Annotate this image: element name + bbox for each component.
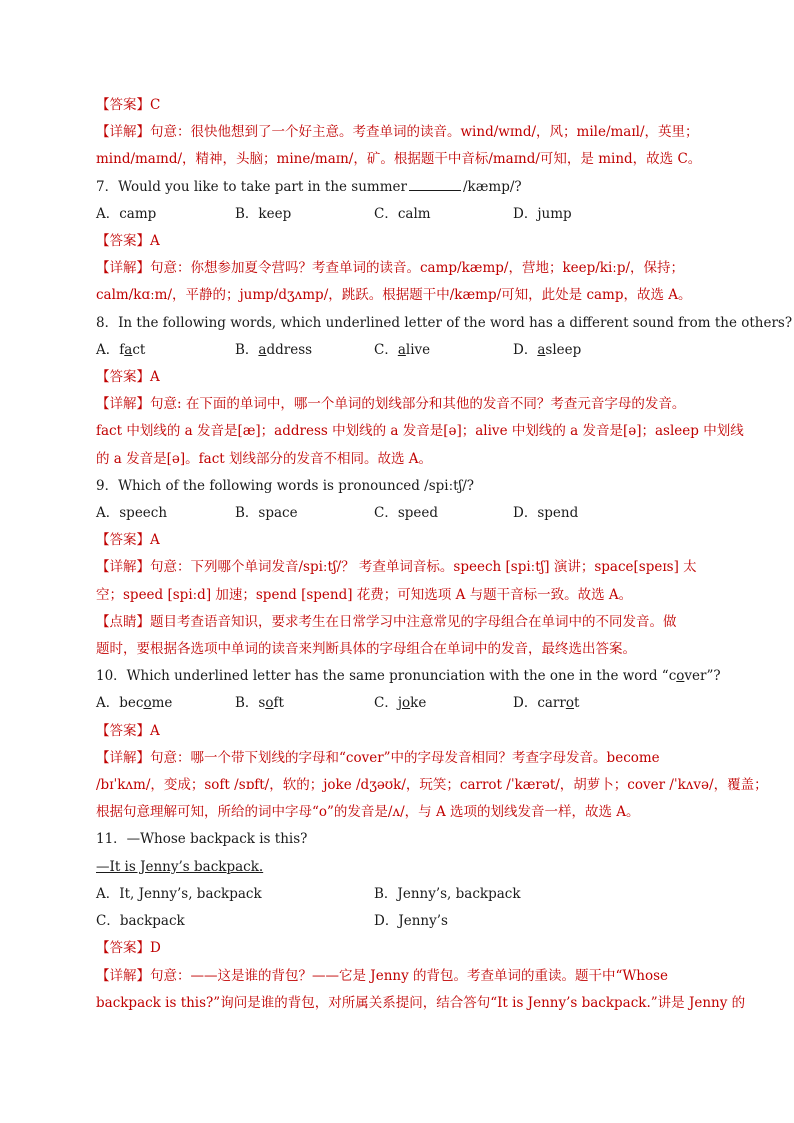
q10-detail-cont-1: /bɪˈkʌm/，变成；soft /sɒft/，软的；joke /dʒəʊk/，玩笑；carrot /ˈkærət/，胡萝卜；cover /ˈkʌvə/，覆盖； [96,777,768,794]
q10-stem: 10．Which underlined letter has the same pronunciation with the one in the word “cover”? [96,668,721,685]
q6-detail-cont: mind/maɪnd/，精神，头脑；mine/maɪn/，矿。根据题干中音标/maɪnd/可知，是 mind，故选 C。 [96,151,702,168]
q7-stem: 7．Would you like to take part in the summer /kæmp/? [96,178,522,195]
q8-option-b: B．address [235,341,313,358]
q10-detail-cont-2: 根据句意理解可知，所给的词中字母“o”的发音是/ʌ/，与 A 选项的划线发音一样，故选 A。 [96,804,640,821]
q9-comment-cont: 题时，要根据各选项中单词的读音来判断具体的字母组合在单词中的发音，最终选出答案。 [96,641,636,658]
q8-answer: 【答案】A [96,369,160,386]
q8-option-d: D．asleep [513,341,582,358]
q11-option-b: B．Jenny’s, backpack [374,885,521,902]
q8-stem: 8．In the following words, which underlined letter of the word has a different sound from the others? [96,314,793,331]
q9-option-a: A．speech [96,505,168,522]
q9-options [96,500,706,527]
q9-detail-cont: 空；speed [spiːd] 加速；spend [spend] 花费；可知选项 A 与题干音标一致。故选 A。 [96,586,633,603]
q9-stem: 9．Which of the following words is pronounced /spiːtʃ/? [96,477,475,494]
document-content [96,92,793,1017]
q9-detail: 【详解】句意：下列哪个单词发音/spiːtʃ/？ 考查单词音标。speech [spiːtʃ] 演讲；space[speɪs] 太 [96,559,697,576]
q9-option-c: C．speed [374,505,439,522]
q11-options-row-1 [96,881,706,908]
q10-option-c: C．joke [374,695,427,712]
q11-option-a: A．It, Jenny’s, backpack [96,885,262,902]
q8-detail-cont-1: fact 中划线的 a 发音是[æ]；address 中划线的 a 发音是[ə]；alive 中划线的 a 发音是[ə]；asleep 中划线 [96,423,744,440]
q8-detail-cont-2: 的 a 发音是[ə]。fact 划线部分的发音不相同。故选 A。 [96,450,433,467]
q11-reply: —It is Jenny’s backpack. [96,858,264,875]
q10-option-d: D．carrot [513,695,580,712]
q9-answer: 【答案】A [96,532,160,549]
q7-option-b: B．keep [235,205,292,222]
q7-answer: 【答案】A [96,233,160,250]
q9-comment: 【点睛】题目考查语音知识，要求考生在日常学习中注意常见的字母组合在单词中的不同发音。做 [96,613,677,630]
q10-detail: 【详解】句意：哪一个带下划线的字母和“cover”中的字母发音相同？考查字母发音。become [96,749,660,766]
q7-detail-cont: calm/kɑːm/，平静的；jump/dʒʌmp/，跳跃。根据题干中/kæmp/可知，此处是 camp，故选 A。 [96,287,692,304]
q10-answer: 【答案】A [96,722,160,739]
q7-options [96,201,706,228]
q10-options [96,690,706,717]
q6-answer: 【答案】C [96,97,161,113]
q7-blank [409,178,461,191]
q7-option-c: C．calm [374,205,431,222]
q9-option-b: B．space [235,505,298,522]
q10-option-a: A．become [96,695,173,712]
q9-option-d: D．spend [513,505,579,522]
q11-answer: 【答案】D [96,940,161,957]
q10-option-b: B．soft [235,695,284,712]
q11-option-d: D．Jenny’s [374,913,448,930]
q11-detail: 【详解】句意：——这是谁的背包？——它是 Jenny 的背包。考查单词的重读。题干中“Whose [96,967,669,984]
q6-detail: 【详解】句意：很快他想到了一个好主意。考查单词的读音。wind/wɪnd/，风；mile/maɪl/，英里； [96,124,699,141]
q8-option-a: A．fact [96,341,146,358]
q11-stem: 11．—Whose backpack is this? [96,831,308,848]
q11-detail-cont: backpack is this?”询问是谁的背包，对所属关系提问，结合答句“It is Jenny’s backpack.”讲是 Jenny 的 [96,994,746,1011]
q7-option-d: D．jump [513,205,572,222]
q11-option-c: C．backpack [96,913,185,930]
q7-detail: 【详解】句意：你想参加夏令营吗？考查单词的读音。camp/kæmp/，营地；keep/kiːp/，保持； [96,260,685,277]
q7-option-a: A．camp [96,205,157,222]
q11-options-row-2 [96,908,706,935]
q8-option-c: C．alive [374,341,431,358]
q8-options [96,337,706,364]
q8-detail: 【详解】句意: 在下面的单词中，哪一个单词的划线部分和其他的发音不同？考查元音字母的发音。 [96,396,686,413]
